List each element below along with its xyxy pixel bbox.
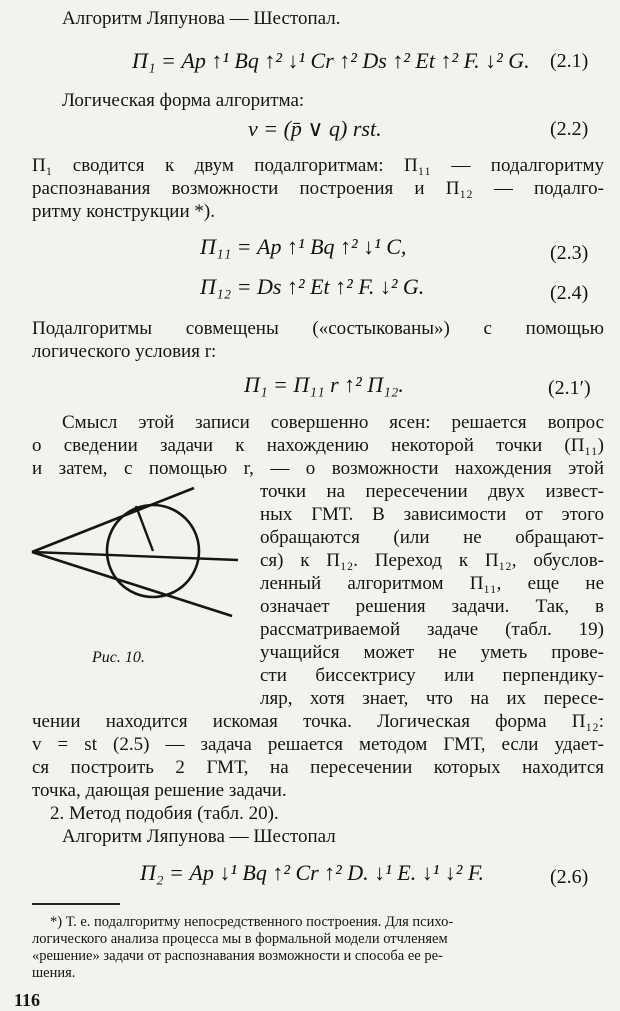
paragraph-3-line: о сведении задачи к нахождению некоторой точки (П₁₁) <box>32 435 604 456</box>
upper-ray <box>32 488 194 552</box>
equation-number-2-6: (2.6) <box>550 866 589 888</box>
paragraph-3-line: рассматриваемой задаче (табл. 19) <box>260 619 604 640</box>
paragraph-3-line: ленный алгоритмом П₁₁, еще не <box>260 573 604 594</box>
equation-number-2-2: (2.2) <box>550 118 589 140</box>
footnote-line: шения. <box>32 965 76 981</box>
algorithm-heading-2: Алгоритм Ляпунова — Шестопал <box>62 826 336 847</box>
formula-2-6: П₂ = Ap ↓¹ Bq ↑² Cr ↑² D. ↓¹ E. ↓¹ ↓² F. <box>140 860 484 885</box>
page-number: 116 <box>14 990 41 1010</box>
footnote-rule <box>32 903 120 905</box>
equation-number-2-4: (2.4) <box>550 282 589 304</box>
paragraph-3-line: сти биссектрису или перпендику- <box>260 665 604 686</box>
formula-2-1-prime: П₁ = П₁₁ r ↑² П₁₂. <box>244 372 404 397</box>
footnote-line: *) Т. е. подалгоритму непосредственного построения. Для психо- <box>50 914 454 930</box>
bisector-line <box>32 552 238 560</box>
method-2-heading: 2. Метод подобия (табл. 20). <box>50 803 279 824</box>
paragraph-3-line: ных ГМТ. В зависимости от этого <box>260 504 604 525</box>
equation-number-2-3: (2.3) <box>550 242 589 264</box>
formula-2-1: П₁ = Ap ↑¹ Bq ↑² ↓¹ Cr ↑² Ds ↑² Et ↑² F. ↓² G. <box>132 48 530 73</box>
paragraph-1-line: распознавания возможности построения и П₁₂ — подалго- <box>32 178 604 199</box>
paragraph-1-line: П₁ сводится к двум подалгоритмам: П₁₁ — подалгоритму <box>32 155 604 176</box>
paragraph-3-line: учащийся может не уметь прове- <box>260 642 604 663</box>
paragraph-3-line: ляр, хотя знает, что на их пересе- <box>260 688 604 709</box>
paragraph-3-line: ся) к П₁₂. Переход к П₁₂, обуслов- <box>260 550 604 571</box>
formula-2-2: v = (p̄ ∨ q) rst. <box>248 116 382 141</box>
paragraph-3-line: v = st (2.5) — задача решается методом ГМТ, если удает- <box>32 734 604 755</box>
paragraph-3-line: Смысл этой записи совершенно ясен: решается вопрос <box>62 412 604 433</box>
formula-2-4: П₁₂ = Ds ↑² Et ↑² F. ↓² G. <box>200 274 425 299</box>
paragraph-2-line: логического условия r: <box>32 341 217 362</box>
paragraph-3-line: ся построить 2 ГМТ, на пересечении которых находится <box>32 757 604 778</box>
paragraph-3-line: и затем, с помощью r, — о возможности нахождения этой <box>32 458 604 479</box>
footnote-line: «решение» задачи от распознавания возможности и способа ее ре- <box>32 948 443 964</box>
paragraph-3-line: чении находится искомая точка. Логическая форма П₁₂: <box>32 711 604 732</box>
paragraph-2-line: Подалгоритмы совмещены («состыкованы») с помощью <box>32 318 604 339</box>
equation-number-2-1: (2.1) <box>550 50 589 72</box>
figure-10-diagram <box>26 480 241 620</box>
radius-line <box>136 506 153 551</box>
footnote-line: логического анализа процесса мы в формальной модели отчленяем <box>32 931 448 947</box>
paragraph-3-line: означает решения задачи. Так, в <box>260 596 604 617</box>
lower-ray <box>32 552 232 616</box>
algorithm-heading: Алгоритм Ляпунова — Шестопал. <box>62 8 341 29</box>
formula-2-3: П₁₁ = Ap ↑¹ Bq ↑² ↓¹ C, <box>200 234 407 259</box>
logic-form-heading: Логическая форма алгоритма: <box>62 90 305 111</box>
paragraph-3-line: точка, дающая решение задачи. <box>32 780 287 801</box>
paragraph-3-line: точки на пересечении двух извест- <box>260 481 604 502</box>
paragraph-1-line: ритму конструкции *). <box>32 201 215 222</box>
paragraph-3-line: обращаются (или не обращают- <box>260 527 604 548</box>
equation-number-2-1-prime: (2.1′) <box>548 377 591 399</box>
figure-caption: Рис. 10. <box>92 649 145 666</box>
